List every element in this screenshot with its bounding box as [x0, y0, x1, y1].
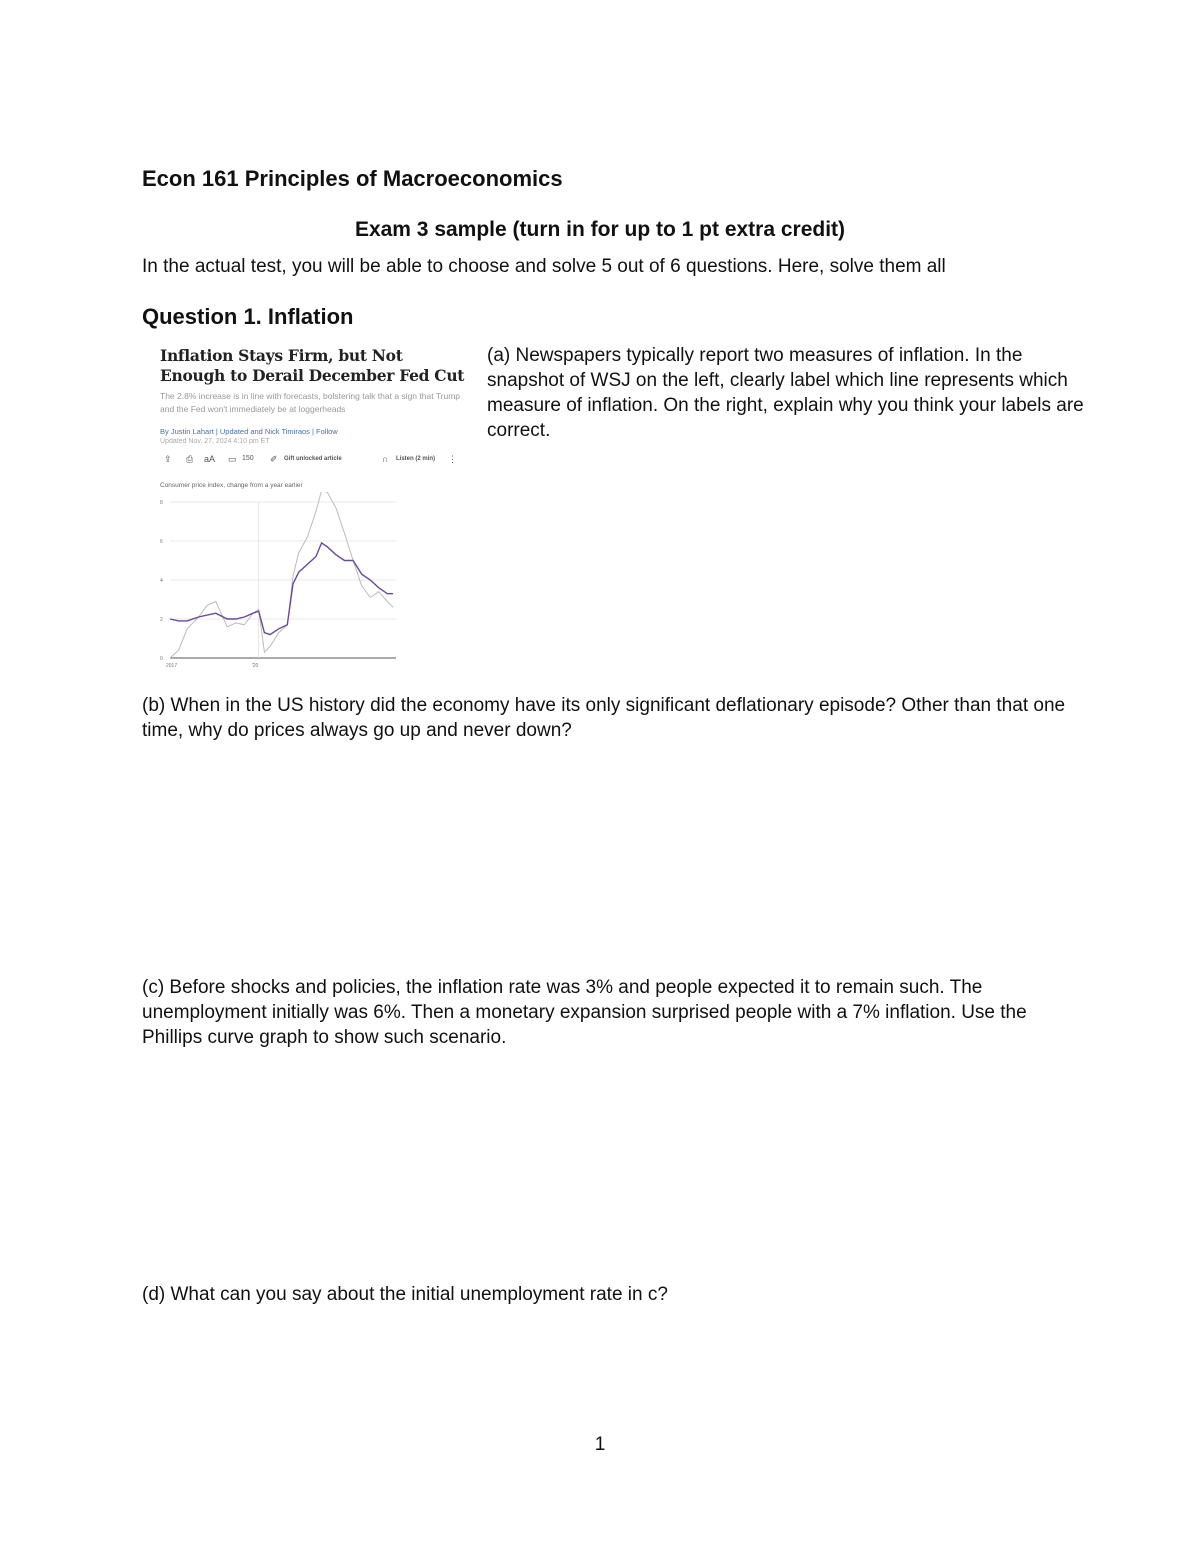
- headphones-icon: ∩: [382, 454, 389, 464]
- text-size-icon: aA: [204, 454, 216, 464]
- exam-subtitle: Exam 3 sample (turn in for up to 1 pt extra credit): [354, 218, 846, 241]
- y-tick-label-1: 2: [160, 617, 163, 623]
- wsj-snapshot: [158, 344, 463, 680]
- chart-title: Consumer price index, change from a year earlier: [160, 482, 303, 489]
- share-icon: ⇪: [164, 454, 172, 464]
- series-line-0: [170, 543, 393, 635]
- snapshot-dateline: Updated Nov. 27, 2024 4:10 pm ET: [160, 438, 270, 445]
- x-tick-label-0: 2017: [166, 663, 178, 669]
- y-tick-label-0: 0: [160, 656, 163, 662]
- comment-count: 150: [242, 455, 254, 462]
- gift-icon: ✐: [270, 454, 278, 464]
- question-1b: (b) When in the US history did the economy have its only significant deflationary episode? Other than that one time, why do prices always go up and never down?: [142, 695, 1066, 741]
- print-icon: ⎙: [186, 454, 194, 464]
- page-number: 1: [594, 1434, 606, 1455]
- comment-icon: ▭: [228, 454, 237, 464]
- x-tick-label-1: '20: [251, 663, 259, 669]
- gift-label: Gift unlocked article: [284, 456, 342, 462]
- y-tick-label-4: 8: [160, 500, 163, 506]
- y-tick-label-3: 6: [160, 539, 163, 545]
- snapshot-byline: By Justin Lahart | Updated and Nick Timiraos | Follow: [160, 427, 338, 436]
- snapshot-headline: Inflation Stays Firm, but Not Enough to Derail December Fed Cut: [160, 346, 465, 385]
- question-1c: (c) Before shocks and policies, the inflation rate was 3% and people expected it to remain such. The unemployment initially was 6%. Then a monetary expansion surprised people with a 7% inflation. Use the Phillips curve graph to show such scenario.: [142, 977, 1027, 1048]
- listen-label: Listen (2 min): [396, 456, 436, 462]
- more-options-icon: ⋮: [448, 454, 457, 464]
- question-1-title: Question 1. Inflation: [142, 304, 354, 329]
- instructions: In the actual test, you will be able to choose and solve 5 out of 6 questions. Here, solve them all: [142, 256, 946, 277]
- series-line-1: [170, 492, 393, 658]
- snapshot-toolbar: [164, 454, 460, 468]
- y-tick-label-2: 4: [160, 578, 163, 584]
- question-1d: (d) What can you say about the initial unemployment rate in c?: [142, 1284, 668, 1305]
- course-title: Econ 161 Principles of Macroeconomics: [142, 166, 563, 191]
- cpi-line-chart: [158, 492, 403, 680]
- snapshot-dek: The 2.8% increase is in line with forecasts, bolstering talk that a sign that Trump and the Fed won't immediately be at loggerheads: [160, 391, 461, 414]
- question-1a: (a) Newspapers typically report two measures of inflation. In the snapshot of WSJ on the left, clearly label which line represents which measure of inflation. On the right, explain why you think your labels are correct.: [487, 345, 1084, 441]
